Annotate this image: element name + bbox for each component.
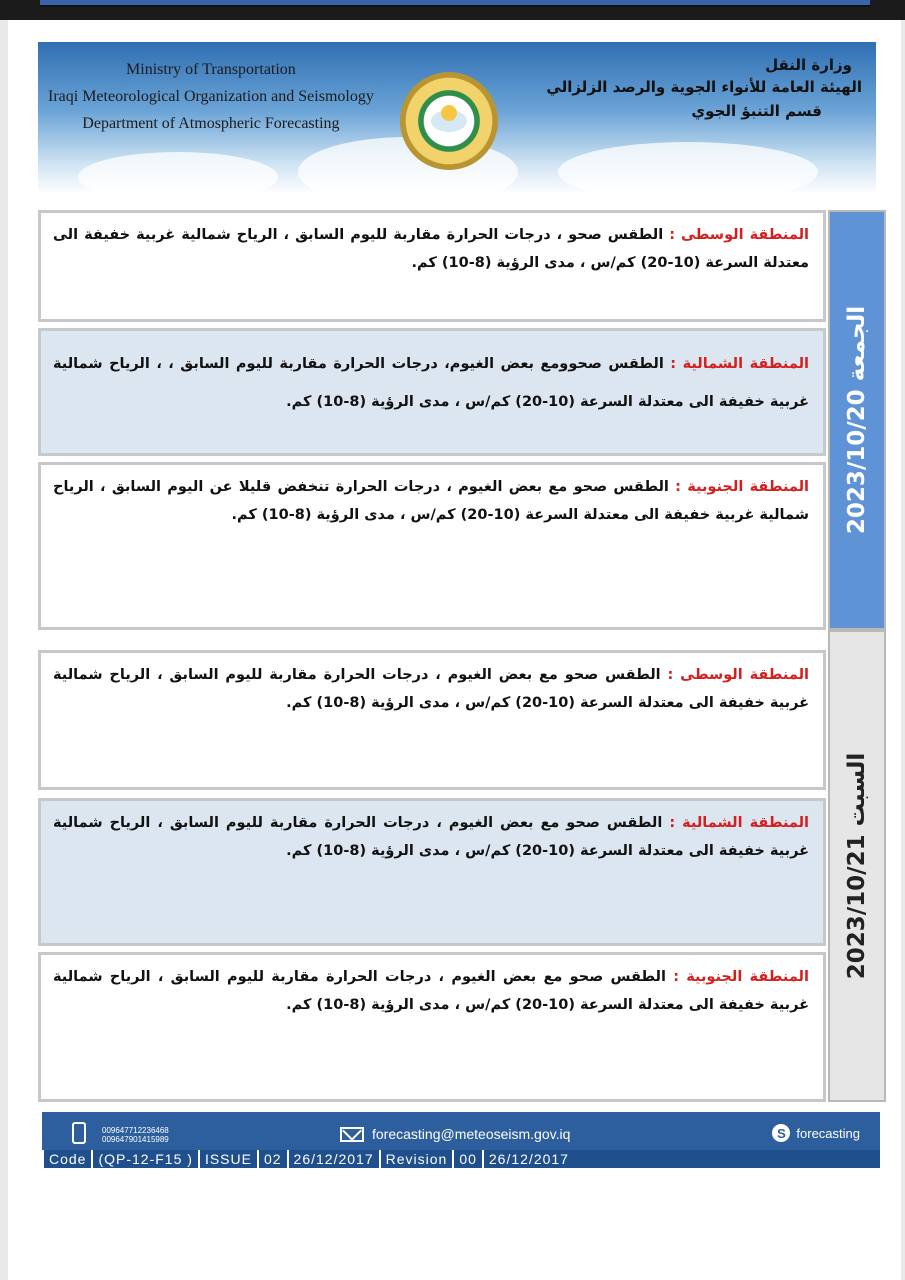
footer: [42, 1112, 880, 1168]
region-name: المنطقة الجنوبية: [687, 479, 809, 495]
header-banner: [38, 42, 876, 194]
region-forecast-text: الطقس صحو مع بعض الغيوم ، درجات الحرارة مقاربة لليوم السابق ، الرياح شمالية غربية خفيفة الى معتدلة السرعة (10-20) كم/س ، مدى الرؤية (8-10) كم.: [53, 969, 809, 1013]
skype-name[interactable]: forecasting: [796, 1125, 860, 1141]
region-name: المنطقة الجنوبية: [686, 969, 809, 985]
issue-label: ISSUE: [198, 1150, 257, 1168]
document-code-bar: [42, 1150, 880, 1168]
organization-name-en: Iraqi Meteorological Organization and Seismology: [48, 88, 374, 105]
region-name: المنطقة الشمالية: [682, 356, 809, 372]
ministry-name-ar: وزارة النقل: [765, 56, 852, 74]
date-label-day1: الجمعة 2023/10/20: [828, 210, 886, 630]
english-header: [48, 56, 374, 137]
region-box-north-day2: المنطقة الشمالية : الطقس صحو مع بعض الغيوم ، درجات الحرارة مقاربة لليوم السابق ، الرياح شمالية غربية خفيفة الى معتدلة السرعة (10-20) كم/س ، مدى الرؤية (8-10) كم.: [38, 798, 826, 946]
organization-name-ar: الهيئة العامة للأنواء الجوية والرصد الزلزالي: [546, 78, 862, 96]
day-section-2: [38, 630, 886, 1090]
day-section-1: [38, 210, 886, 630]
region-forecast-text: الطقس صحو مع بعض الغيوم ، درجات الحرارة تنخفض قليلا عن اليوم السابق ، الرياح شمالية غربية خفيفة الى معتدلة السرعة (10-20) كم/س ، مدى الرؤية (8-10) كم.: [53, 479, 809, 523]
issue-number: 02: [257, 1150, 287, 1168]
phone-numbers: [102, 1126, 169, 1144]
region-forecast-text: الطقس صحوومع بعض الغيوم، درجات الحرارة مقاربة لليوم السابق ، ، الرياح شمالية غربية خفيفة الى معتدلة السرعة (10-20) كم/س ، مدى الرؤية (8-10) كم.: [53, 356, 809, 410]
top-strip-bar: [40, 0, 870, 7]
revision-number: 00: [452, 1150, 482, 1168]
issue-date: 26/12/2017: [287, 1150, 379, 1168]
code-value: (QP-12-F15 ): [91, 1150, 197, 1168]
arabic-header: [546, 56, 862, 120]
organization-logo-icon: [400, 72, 498, 170]
phone-icon: [72, 1122, 86, 1144]
region-box-south-day1: المنطقة الجنوبية : الطقس صحو مع بعض الغيوم ، درجات الحرارة تنخفض قليلا عن اليوم السابق ، الرياح شمالية غربية خفيفة الى معتدلة السرعة (10-20) كم/س ، مدى الرؤية (8-10) كم.: [38, 462, 826, 630]
forecast-page: [8, 20, 901, 1280]
email-contact[interactable]: [340, 1126, 570, 1142]
mail-icon: [340, 1127, 364, 1142]
skype-icon: S: [772, 1124, 790, 1142]
region-name: المنطقة الشمالية: [682, 815, 809, 831]
department-name-en: Department of Atmospheric Forecasting: [82, 115, 340, 132]
region-box-central-day2: المنطقة الوسطى : الطقس صحو مع بعض الغيوم ، درجات الحرارة مقاربة لليوم السابق ، الرياح شمالية غربية خفيفة الى معتدلة السرعة (10-20) كم/س ، مدى الرؤية (8-10) كم.: [38, 650, 826, 790]
phone-number-2: 009647901415989: [102, 1135, 169, 1144]
region-forecast-text: الطقس صحو مع بعض الغيوم ، درجات الحرارة مقاربة لليوم السابق ، الرياح شمالية غربية خفيفة الى معتدلة السرعة (10-20) كم/س ، مدى الرؤية (8-10) كم.: [53, 815, 809, 859]
email-address[interactable]: forecasting@meteoseism.gov.iq: [372, 1126, 571, 1142]
code-label: Code: [42, 1150, 91, 1168]
region-box-north-day1: المنطقة الشمالية : الطقس صحوومع بعض الغيوم، درجات الحرارة مقاربة لليوم السابق ، ، الرياح شمالية غربية خفيفة الى معتدلة السرعة (10-20) كم/س ، مدى الرؤية (8-10) كم.: [38, 328, 826, 456]
date-label-day2: السبت 2023/10/21: [828, 630, 886, 1102]
revision-label: Revision: [379, 1150, 453, 1168]
region-box-south-day2: المنطقة الجنوبية : الطقس صحو مع بعض الغيوم ، درجات الحرارة مقاربة لليوم السابق ، الرياح شمالية غربية خفيفة الى معتدلة السرعة (10-20) كم/س ، مدى الرؤية (8-10) كم.: [38, 952, 826, 1102]
region-name: المنطقة الوسطى: [681, 227, 809, 243]
revision-date: 26/12/2017: [482, 1150, 574, 1168]
region-name: المنطقة الوسطى: [680, 667, 809, 683]
region-forecast-text: الطقس صحو مع بعض الغيوم ، درجات الحرارة مقاربة لليوم السابق ، الرياح شمالية غربية خفيفة الى معتدلة السرعة (10-20) كم/س ، مدى الرؤية (8-10) كم.: [53, 667, 809, 711]
region-box-central-day1: المنطقة الوسطى : الطقس صحو ، درجات الحرارة مقاربة لليوم السابق ، الرياح شمالية غربية خفيفة الى معتدلة السرعة (10-20) كم/س ، مدى الرؤية (8-10) كم.: [38, 210, 826, 322]
department-name-ar: قسم التنبؤ الجوي: [691, 102, 822, 120]
top-strip: [0, 0, 905, 20]
skype-contact[interactable]: [772, 1124, 860, 1142]
region-forecast-text: الطقس صحو ، درجات الحرارة مقاربة لليوم السابق ، الرياح شمالية غربية خفيفة الى معتدلة السرعة (10-20) كم/س ، مدى الرؤية (8-10) كم.: [53, 227, 809, 271]
phone-number-1: 009647712236468: [102, 1126, 169, 1135]
ministry-name-en: Ministry of Transportation: [126, 61, 296, 78]
